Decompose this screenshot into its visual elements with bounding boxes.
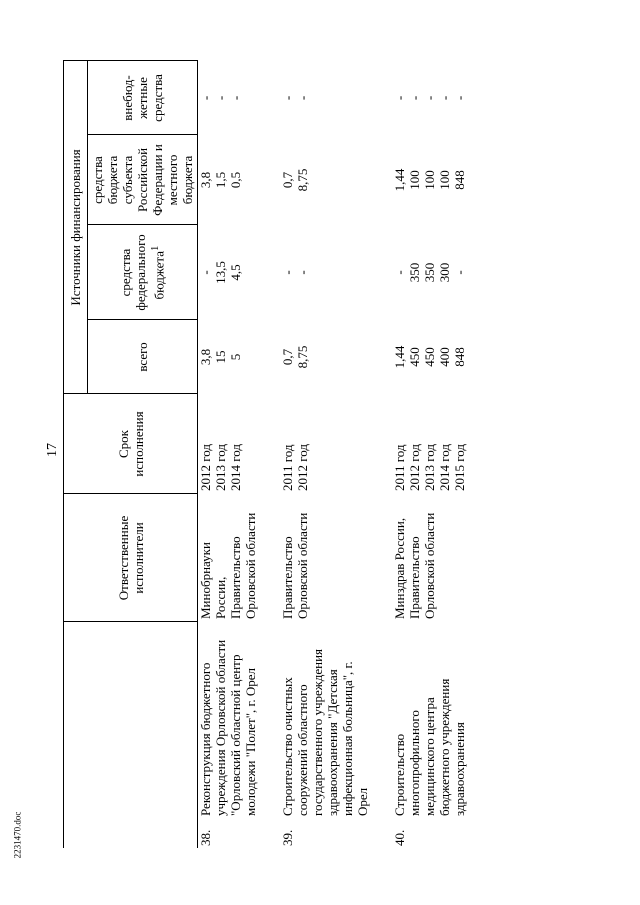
row-extra-value: -: [452, 95, 467, 101]
page-number: 17: [45, 443, 60, 457]
header-regional: средства бюджета субъекта Российской Федерации и местного бюджета: [88, 135, 198, 225]
header-federal-footnote: 1: [149, 245, 162, 251]
row-regional: [392, 135, 467, 225]
header-total: всего: [88, 320, 198, 394]
row-executors: Правительство Орловской области: [280, 512, 310, 619]
row-total: [392, 320, 467, 394]
row-term-value: 2015 год: [452, 444, 467, 491]
row-name: Строительство очистных сооружений областного государственного учреждения здравоохранения "Детская инфекционная больница", г. Орел: [280, 648, 370, 816]
header-term: Срок исполнения: [64, 394, 198, 494]
row-federal-value: 350: [422, 262, 437, 283]
row-federal-value: 13,5: [213, 261, 228, 284]
row-federal-value: -: [280, 270, 295, 275]
table-body: [198, 61, 468, 848]
header-extra: внебюд-жетные средства: [88, 61, 198, 135]
row-federal: [280, 225, 370, 320]
row-extra: [198, 61, 259, 135]
row-total-value: 3,8: [198, 348, 213, 366]
row-extra: [280, 61, 370, 135]
row-regional-value: 100: [437, 170, 452, 190]
row-total-value: 450: [407, 347, 422, 367]
row-name-cell: [198, 622, 259, 848]
row-federal-value: -: [198, 270, 213, 275]
row-federal-value: -: [295, 270, 310, 275]
table-row: [392, 61, 467, 848]
row-federal: [392, 225, 467, 320]
header-federal: [88, 225, 198, 320]
rotated-table-sheet: [63, 61, 608, 848]
row-regional: [280, 135, 370, 225]
row-regional-value: 1,44: [392, 168, 407, 192]
row-regional-value: 1,5: [213, 171, 228, 189]
row-name: Реконструкция бюджетного учреждения Орловской области "Орловский областной центр молодежи "Полет", г. Орел: [198, 639, 258, 816]
row-term-value: 2011 год: [280, 444, 295, 491]
row-extra-value: -: [392, 95, 407, 101]
row-name: Строительство многопрофильного медицинского центра бюджетного учреждения здравоохранения: [392, 678, 467, 816]
row-spacer-cell: [370, 61, 392, 848]
table-row: [198, 61, 259, 848]
row-total-value: 5: [228, 353, 243, 361]
row-federal-value: -: [452, 270, 467, 275]
table-header: [64, 61, 198, 848]
footer-doc-id: 2231470.doc: [12, 811, 23, 859]
row-executors: Минобрнауки России, Правительство Орловской области: [198, 512, 258, 619]
row-term-value: 2014 год: [437, 444, 452, 491]
row-total-value: 15: [213, 350, 228, 364]
row-regional-value: 8,75: [295, 168, 310, 192]
header-federal-label: средства федерального бюджета: [118, 234, 167, 311]
row-term: [280, 394, 370, 494]
row-extra-value: -: [280, 95, 295, 101]
row-regional-value: 3,8: [198, 171, 213, 189]
row-total-value: 0,7: [280, 348, 295, 366]
table-row: [280, 61, 370, 848]
row-total-value: 450: [422, 347, 437, 367]
row-spacer: [370, 61, 392, 848]
row-federal-value: -: [392, 270, 407, 275]
row-term-value: 2011 год: [392, 444, 407, 491]
row-executors: Минздрав России, Правительство Орловской области: [392, 512, 437, 619]
row-name-cell: [280, 622, 370, 848]
header-blank: [64, 622, 198, 848]
row-term-value: 2012 год: [198, 444, 213, 491]
row-regional-value: 848: [452, 170, 467, 190]
row-regional: [198, 135, 259, 225]
row-extra-value: -: [437, 95, 452, 101]
row-index: 38.: [198, 829, 213, 846]
row-name-cell: [392, 622, 467, 848]
row-total-value: 848: [452, 347, 467, 367]
row-federal: [198, 225, 259, 320]
row-federal-value: 300: [437, 262, 452, 283]
row-term-value: 2012 год: [407, 444, 422, 491]
row-total: [280, 320, 370, 394]
header-executors: Ответственные исполнители: [64, 494, 198, 622]
row-total-value: 400: [437, 347, 452, 367]
row-extra-value: -: [422, 95, 437, 101]
row-extra: [392, 61, 467, 135]
financing-table: [63, 60, 467, 848]
row-total: [198, 320, 259, 394]
row-term-value: 2012 год: [295, 444, 310, 491]
row-regional-value: 0,5: [228, 171, 243, 189]
row-index: 39.: [280, 829, 295, 846]
row-extra-value: -: [228, 95, 243, 101]
row-total-value: 1,44: [392, 345, 407, 369]
row-extra-value: -: [213, 95, 228, 101]
row-regional-value: 0,7: [280, 171, 295, 189]
row-federal-value: 350: [407, 262, 422, 283]
row-spacer-cell: [258, 61, 280, 848]
row-federal-value: 4,5: [228, 264, 243, 281]
header-sources-group: Источники финансирования: [64, 61, 88, 394]
row-extra-value: -: [407, 95, 422, 101]
row-extra-value: -: [198, 95, 213, 101]
row-regional-value: 100: [407, 170, 422, 190]
row-index: 40.: [392, 829, 407, 846]
row-term-value: 2013 год: [213, 444, 228, 491]
row-total-value: 8,75: [295, 345, 310, 369]
row-regional-value: 100: [422, 170, 437, 190]
row-term: [198, 394, 259, 494]
row-spacer: [258, 61, 280, 848]
row-extra-value: -: [295, 95, 310, 101]
row-term: [392, 394, 467, 494]
row-term-value: 2014 год: [228, 444, 243, 491]
row-term-value: 2013 год: [422, 444, 437, 491]
